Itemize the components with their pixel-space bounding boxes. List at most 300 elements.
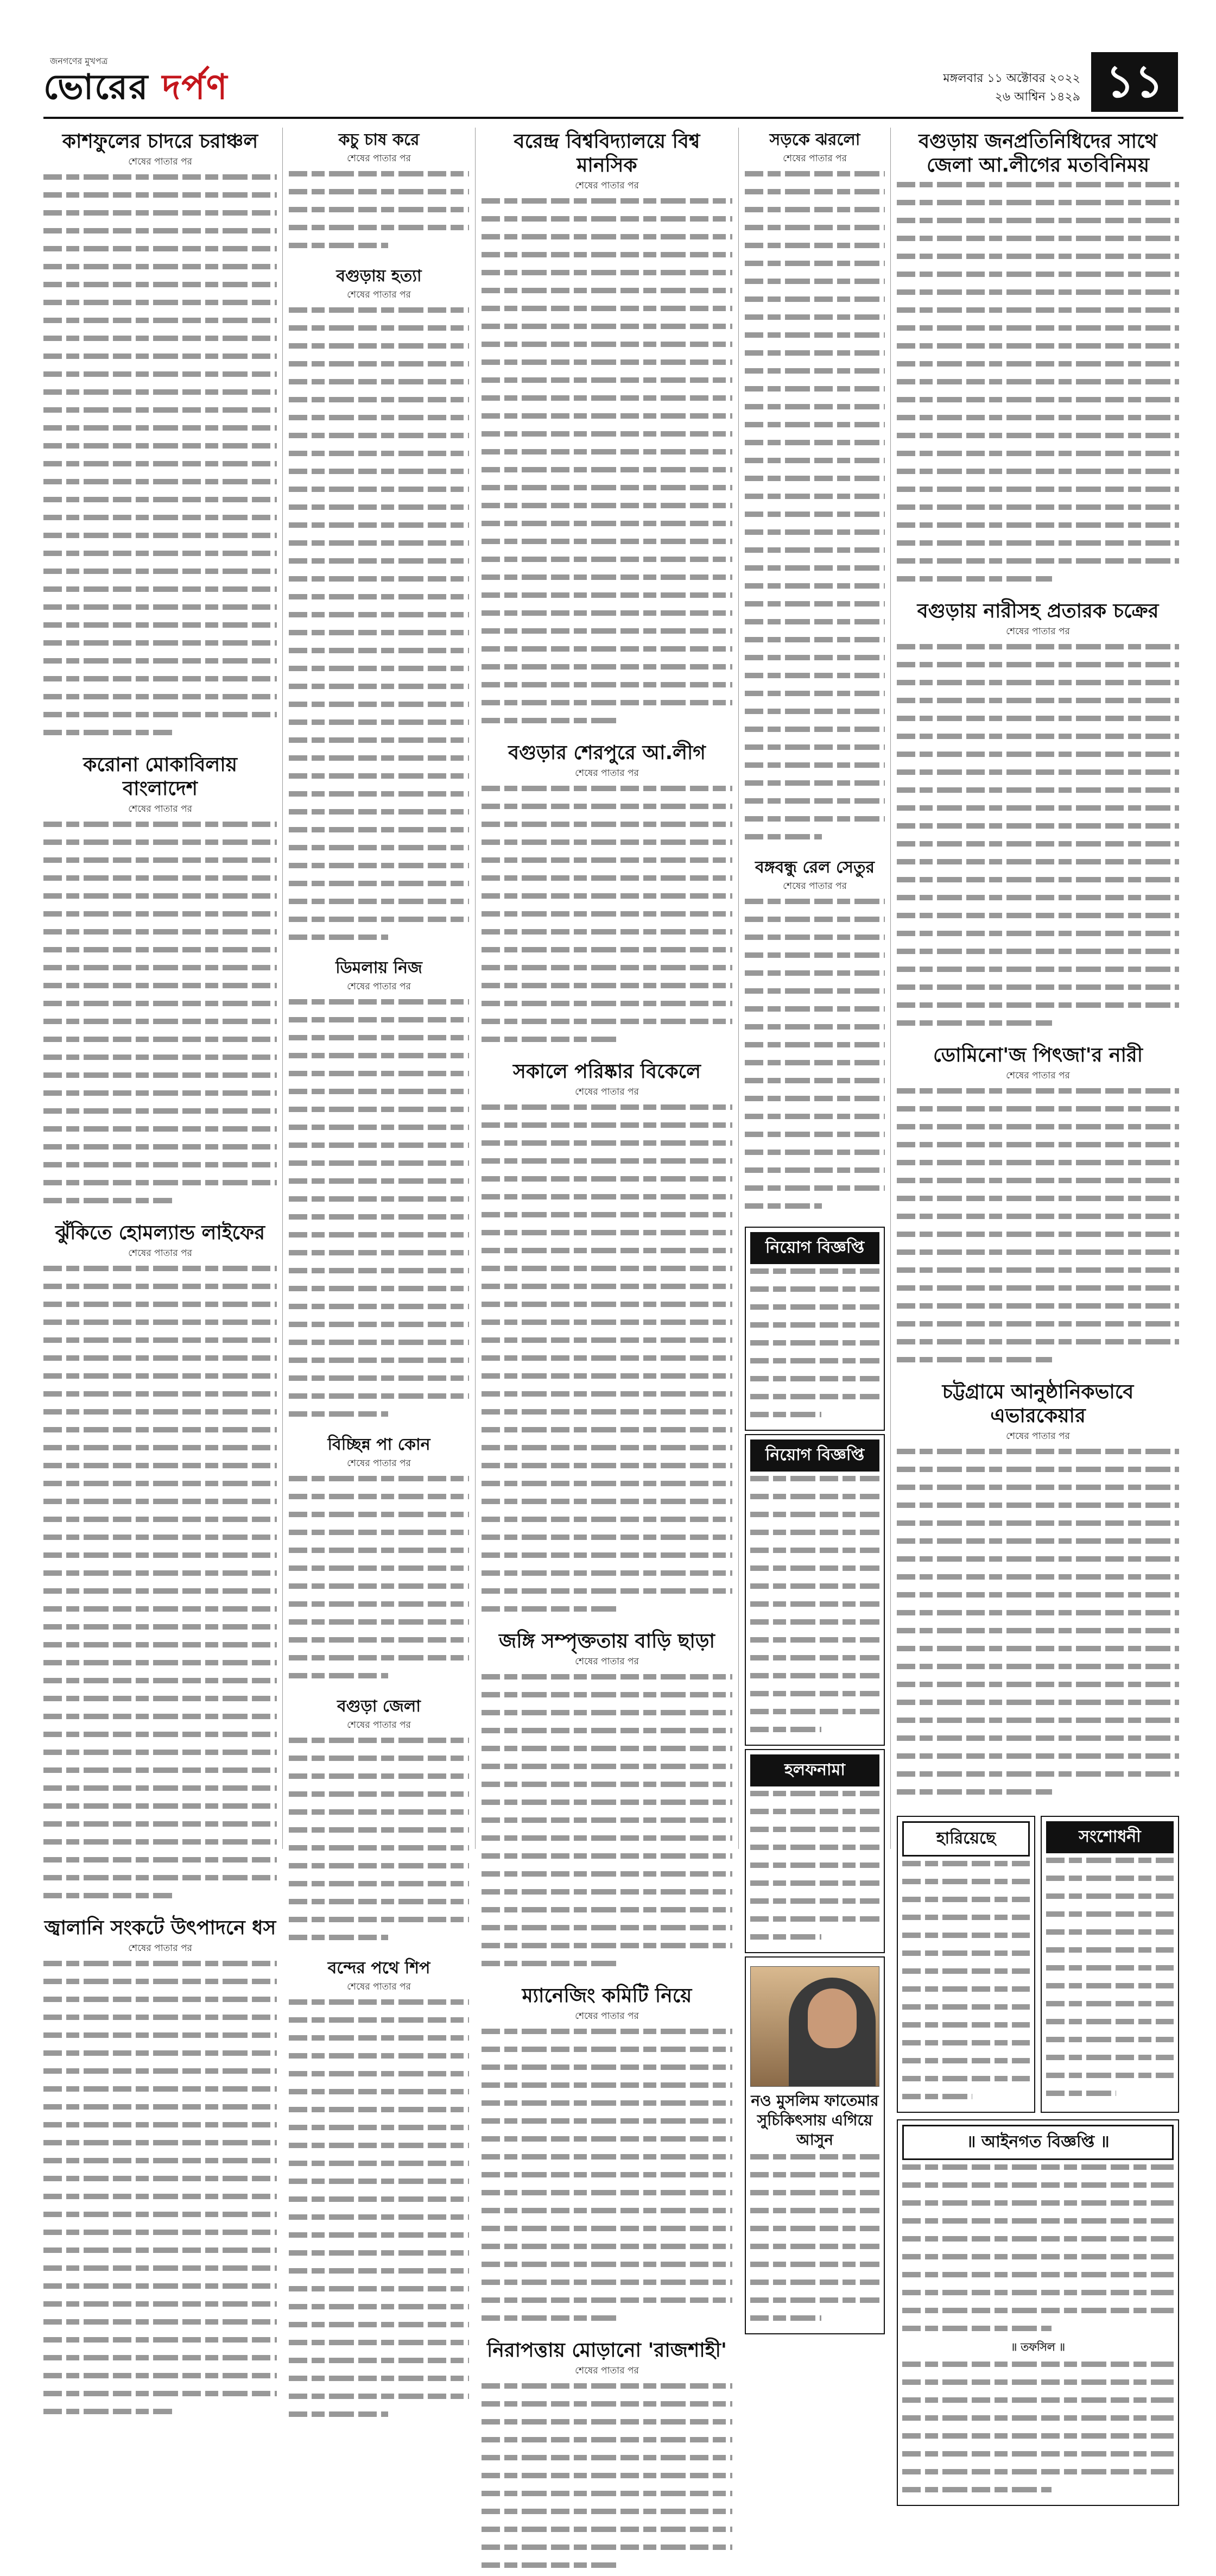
column-rule bbox=[282, 128, 283, 1849]
text-line bbox=[482, 216, 732, 230]
text-line bbox=[482, 252, 732, 266]
article bbox=[897, 1044, 1179, 1371]
text-line bbox=[289, 755, 469, 769]
text-line bbox=[43, 2140, 277, 2154]
column-1 bbox=[43, 128, 277, 1954]
text-line bbox=[289, 2411, 469, 2425]
text-line bbox=[43, 228, 277, 242]
article-body bbox=[289, 1999, 469, 2425]
text-line bbox=[745, 744, 885, 758]
article-headline: বিচ্ছিন্ন পা কোন bbox=[327, 1435, 430, 1454]
article-headline: বগুড়ায় নারীসহ প্রতারক চক্রের bbox=[917, 600, 1159, 622]
text-line bbox=[289, 451, 469, 464]
text-line bbox=[897, 558, 1179, 572]
text-line bbox=[750, 1619, 879, 1633]
text-line bbox=[750, 1880, 879, 1894]
text-line bbox=[43, 2068, 277, 2082]
text-line bbox=[897, 451, 1179, 464]
text-line bbox=[289, 2196, 469, 2210]
text-line bbox=[482, 1889, 732, 1903]
text-line bbox=[897, 931, 1179, 944]
text-line bbox=[745, 1006, 885, 1020]
text-line bbox=[897, 895, 1179, 908]
text-line bbox=[289, 2358, 469, 2371]
text-line bbox=[482, 270, 732, 283]
article-headline: করোনা মোকাবিলায় বাংলাদেশ bbox=[83, 754, 237, 800]
text-line bbox=[897, 1088, 1179, 1102]
text-line bbox=[482, 1391, 732, 1405]
article bbox=[43, 753, 277, 1211]
text-line bbox=[482, 2491, 732, 2504]
text-line bbox=[43, 1875, 277, 1889]
text-line bbox=[897, 1267, 1179, 1281]
text-line bbox=[43, 1624, 277, 1638]
text-line bbox=[482, 2419, 732, 2433]
text-line bbox=[750, 1898, 879, 1912]
text-line bbox=[897, 254, 1179, 267]
text-line bbox=[750, 2315, 879, 2329]
text-line bbox=[482, 2029, 732, 2042]
text-line bbox=[289, 1637, 469, 1651]
text-line bbox=[43, 282, 277, 295]
text-line bbox=[745, 1150, 885, 1163]
continued-label: শেষের পাতার পর bbox=[128, 1943, 192, 1954]
text-line bbox=[482, 2545, 732, 2558]
text-line bbox=[43, 1803, 277, 1817]
legal-notice bbox=[897, 2119, 1179, 2506]
article-headline: সকালে পরিষ্কার বিকেলে bbox=[513, 1060, 701, 1083]
text-line bbox=[289, 1548, 469, 1561]
text-line bbox=[43, 246, 277, 260]
text-line bbox=[750, 2190, 879, 2204]
text-line bbox=[482, 2244, 732, 2257]
text-line bbox=[43, 1785, 277, 1799]
text-line bbox=[289, 433, 469, 446]
text-line bbox=[289, 1476, 469, 1489]
article-body bbox=[897, 1449, 1179, 1803]
text-line bbox=[43, 569, 277, 582]
text-line bbox=[43, 2247, 277, 2261]
text-line bbox=[482, 485, 732, 498]
article-body bbox=[745, 171, 885, 848]
text-line bbox=[482, 1266, 732, 1279]
article-body bbox=[289, 1738, 469, 1948]
text-line bbox=[289, 827, 469, 841]
text-line bbox=[43, 1732, 277, 1745]
text-line bbox=[897, 859, 1179, 873]
text-line bbox=[482, 646, 732, 660]
text-line bbox=[745, 458, 885, 471]
text-line bbox=[482, 822, 732, 835]
text-line bbox=[902, 2415, 1174, 2429]
text-line bbox=[289, 522, 469, 536]
text-line bbox=[745, 565, 885, 579]
text-line bbox=[897, 1321, 1179, 1335]
continued-label: শেষের পাতার পর bbox=[347, 1981, 411, 1992]
text-line bbox=[289, 1125, 469, 1138]
text-line bbox=[482, 2297, 732, 2311]
article-body bbox=[43, 1266, 277, 1906]
article-headline: বন্দের পথে শিপ bbox=[327, 1959, 430, 1978]
text-line bbox=[43, 1284, 277, 1297]
text-line bbox=[43, 1979, 277, 1992]
text-line bbox=[482, 2064, 732, 2078]
text-line bbox=[745, 332, 885, 346]
column-rule bbox=[890, 128, 891, 1849]
text-line bbox=[750, 1673, 879, 1687]
text-line bbox=[897, 1339, 1179, 1353]
text-line bbox=[897, 1753, 1179, 1767]
text-line bbox=[482, 1302, 732, 1315]
article-body bbox=[482, 2383, 732, 2576]
text-line bbox=[43, 947, 277, 961]
text-line bbox=[745, 619, 885, 633]
text-line bbox=[43, 622, 277, 636]
continued-label: শেষের পাতার পর bbox=[347, 981, 411, 992]
continued-label: শেষের পাতার পর bbox=[575, 1656, 639, 1667]
text-line bbox=[897, 841, 1179, 855]
text-line bbox=[897, 984, 1179, 998]
text-line bbox=[289, 1845, 469, 1859]
text-line bbox=[897, 1538, 1179, 1552]
column-5 bbox=[897, 128, 1179, 2353]
text-line bbox=[745, 422, 885, 435]
article-headline: বগুড়া জেলা bbox=[337, 1697, 421, 1716]
text-line bbox=[43, 1857, 277, 1871]
text-line bbox=[482, 2473, 732, 2486]
text-line bbox=[482, 911, 732, 925]
text-line bbox=[43, 2319, 277, 2333]
text-line bbox=[750, 1916, 879, 1930]
continued-label: শেষের পাতার পর bbox=[575, 1087, 639, 1097]
article bbox=[897, 130, 1179, 590]
text-line bbox=[289, 1619, 469, 1633]
text-line bbox=[43, 1499, 277, 1512]
text-line bbox=[902, 2451, 1174, 2465]
text-line bbox=[289, 2322, 469, 2335]
article-body bbox=[482, 198, 732, 731]
text-line bbox=[43, 1481, 277, 1494]
continued-label: শেষের পাতার পর bbox=[1006, 626, 1070, 637]
text-line bbox=[1046, 2091, 1174, 2104]
text-line bbox=[289, 1375, 469, 1389]
text-line bbox=[482, 1194, 732, 1208]
text-line bbox=[43, 1767, 277, 1781]
text-line bbox=[897, 1002, 1179, 1016]
text-line bbox=[289, 487, 469, 500]
text-line bbox=[43, 264, 277, 277]
text-line bbox=[43, 1517, 277, 1530]
text-line bbox=[897, 805, 1179, 819]
schedule-label: ॥ তফসিল ॥ bbox=[1010, 2340, 1065, 2353]
continued-label: শেষের পাতার পর bbox=[347, 1458, 411, 1469]
article-body bbox=[289, 999, 469, 1425]
text-line bbox=[897, 289, 1179, 303]
text-line bbox=[897, 1303, 1179, 1317]
text-line bbox=[750, 1358, 879, 1372]
text-line bbox=[482, 2262, 732, 2275]
text-line bbox=[289, 1178, 469, 1192]
text-line bbox=[745, 350, 885, 364]
text-line bbox=[289, 1565, 469, 1579]
text-line bbox=[43, 1198, 277, 1211]
text-line bbox=[902, 2379, 1174, 2393]
article-body bbox=[43, 822, 277, 1211]
continued-label: শেষের পাতার পর bbox=[128, 156, 192, 167]
text-line bbox=[745, 314, 885, 328]
column-rule bbox=[475, 128, 476, 1849]
text-line bbox=[482, 2118, 732, 2132]
text-line bbox=[289, 702, 469, 715]
text-line bbox=[745, 727, 885, 740]
text-line bbox=[289, 809, 469, 823]
text-line bbox=[745, 637, 885, 651]
text-line bbox=[750, 1583, 879, 1597]
article-headline: জঙ্গি সম্পৃক্ততায় বাড়ি ছাড়া bbox=[499, 1630, 715, 1652]
text-line bbox=[482, 700, 732, 714]
text-line bbox=[482, 1463, 732, 1476]
text-line bbox=[289, 2161, 469, 2174]
text-line bbox=[902, 2290, 1174, 2303]
ad-body bbox=[750, 1268, 879, 1425]
text-line bbox=[902, 2218, 1174, 2232]
text-line bbox=[289, 1017, 469, 1031]
date-bengali: ২৬ আশ্বিন ১৪২৯ bbox=[995, 90, 1080, 104]
text-line bbox=[43, 1337, 277, 1351]
text-line bbox=[750, 1691, 879, 1704]
text-line bbox=[482, 574, 732, 588]
text-line bbox=[897, 1628, 1179, 1641]
text-line bbox=[745, 1114, 885, 1127]
article-headline: ম্যানেজিং কমিটি নিয়ে bbox=[522, 1985, 692, 2007]
text-line bbox=[289, 1917, 469, 1930]
article-headline: নিরাপত্তায় মোড়ানো 'রাজশাহী' bbox=[487, 2339, 727, 2362]
text-line bbox=[289, 2286, 469, 2300]
text-line bbox=[750, 2208, 879, 2221]
text-line bbox=[750, 1304, 879, 1318]
text-line bbox=[289, 1035, 469, 1049]
text-line bbox=[289, 1999, 469, 2013]
text-line bbox=[289, 343, 469, 357]
text-line bbox=[289, 307, 469, 321]
column-2 bbox=[289, 128, 469, 1992]
text-line bbox=[482, 359, 732, 373]
text-line bbox=[745, 476, 885, 489]
text-line bbox=[289, 1393, 469, 1407]
article-headline: বরেন্দ্র বিশ্ববিদ্যালয়ে বিশ্ব মানসিক bbox=[514, 130, 700, 176]
text-line bbox=[482, 682, 732, 696]
text-line bbox=[482, 1158, 732, 1172]
text-line bbox=[482, 539, 732, 552]
text-line bbox=[289, 1089, 469, 1102]
text-line bbox=[43, 2015, 277, 2028]
text-line bbox=[289, 2017, 469, 2031]
text-line bbox=[745, 1042, 885, 1056]
article-body bbox=[745, 899, 885, 1217]
text-line bbox=[482, 198, 732, 212]
text-line bbox=[289, 1214, 469, 1228]
text-line bbox=[43, 2122, 277, 2136]
text-line bbox=[897, 1124, 1179, 1138]
article-headline: চট্টগ্রামে আনুষ্ঠানিকভাবে এভারকেয়ার bbox=[942, 1381, 1134, 1427]
article-headline: বগুড়ায় জনপ্রতিনিধিদের সাথে জেলা আ.লীগের মতবিনিময় bbox=[919, 130, 1157, 176]
text-line bbox=[897, 325, 1179, 339]
text-line bbox=[43, 1821, 277, 1835]
text-line bbox=[43, 1570, 277, 1584]
article bbox=[482, 1630, 732, 1974]
text-line bbox=[897, 1249, 1179, 1263]
text-line bbox=[897, 1520, 1179, 1534]
text-line bbox=[43, 2032, 277, 2046]
text-line bbox=[289, 2268, 469, 2282]
text-line bbox=[897, 200, 1179, 213]
continued-label: শেষের পাতার পর bbox=[575, 2365, 639, 2376]
text-line bbox=[897, 1142, 1179, 1156]
text-line bbox=[902, 2254, 1174, 2268]
article bbox=[482, 1984, 732, 2329]
text-line bbox=[43, 965, 277, 978]
text-line bbox=[43, 640, 277, 654]
article bbox=[745, 130, 885, 848]
text-line bbox=[745, 798, 885, 812]
text-line bbox=[43, 1266, 277, 1279]
text-line bbox=[289, 1250, 469, 1264]
column-4 bbox=[745, 128, 885, 2149]
text-line bbox=[43, 1678, 277, 1691]
text-line bbox=[902, 2362, 1174, 2375]
text-line bbox=[897, 769, 1179, 783]
text-line bbox=[43, 604, 277, 618]
text-line bbox=[289, 899, 469, 912]
text-line bbox=[289, 325, 469, 339]
text-line bbox=[43, 551, 277, 564]
text-line bbox=[289, 469, 469, 482]
text-line bbox=[482, 1248, 732, 1261]
portrait-photo bbox=[750, 1966, 879, 2087]
text-line bbox=[43, 389, 277, 403]
text-line bbox=[902, 2094, 1030, 2107]
text-line bbox=[289, 189, 469, 203]
text-line bbox=[897, 522, 1179, 536]
text-line bbox=[902, 2004, 1030, 2018]
article bbox=[289, 266, 469, 948]
text-line bbox=[43, 1750, 277, 1763]
text-line bbox=[289, 684, 469, 697]
article bbox=[289, 130, 469, 256]
text-line bbox=[897, 877, 1179, 891]
article-headline: জ্বালানি সংকটে উৎপাদনে ধস bbox=[44, 1917, 276, 1939]
column-rule bbox=[738, 128, 739, 1849]
text-line bbox=[1046, 1947, 1174, 1961]
text-line bbox=[1046, 1893, 1174, 1907]
text-line bbox=[482, 2280, 732, 2293]
text-line bbox=[750, 1655, 879, 1669]
text-line bbox=[897, 1178, 1179, 1191]
continued-label: শেষের পাতার পর bbox=[347, 153, 411, 164]
text-line bbox=[289, 648, 469, 661]
text-line bbox=[43, 533, 277, 546]
text-line bbox=[43, 1463, 277, 1476]
continued-label: শেষের পাতার পর bbox=[347, 289, 411, 300]
continued-label: শেষের পাতার পর bbox=[575, 768, 639, 779]
text-line bbox=[897, 662, 1179, 675]
text-line bbox=[897, 823, 1179, 837]
text-line bbox=[482, 2190, 732, 2204]
text-line bbox=[750, 2226, 879, 2239]
text-line bbox=[482, 1943, 732, 1956]
text-line bbox=[897, 967, 1179, 980]
article-body bbox=[43, 174, 277, 743]
text-line bbox=[482, 557, 732, 570]
text-line bbox=[289, 1340, 469, 1353]
text-line bbox=[289, 1791, 469, 1805]
text-line bbox=[745, 494, 885, 507]
text-line bbox=[289, 612, 469, 626]
article bbox=[482, 130, 732, 731]
text-line bbox=[482, 1104, 732, 1118]
text-line bbox=[745, 834, 885, 848]
text-line bbox=[750, 2297, 879, 2311]
text-line bbox=[289, 1530, 469, 1543]
text-line bbox=[482, 377, 732, 391]
text-line bbox=[897, 752, 1179, 765]
text-line bbox=[289, 2304, 469, 2318]
text-line bbox=[897, 1771, 1179, 1785]
text-line bbox=[289, 576, 469, 590]
text-line bbox=[897, 1556, 1179, 1570]
text-line bbox=[750, 1934, 879, 1948]
text-line bbox=[902, 2182, 1174, 2196]
text-line bbox=[43, 2194, 277, 2207]
text-line bbox=[43, 1997, 277, 2010]
text-line bbox=[1046, 2073, 1174, 2086]
text-line bbox=[43, 1588, 277, 1602]
text-line bbox=[289, 1304, 469, 1317]
text-line bbox=[902, 2200, 1174, 2214]
text-line bbox=[745, 816, 885, 830]
text-line bbox=[897, 644, 1179, 658]
text-line bbox=[289, 719, 469, 733]
text-line bbox=[289, 1232, 469, 1246]
text-line bbox=[902, 2397, 1174, 2411]
text-line bbox=[482, 875, 732, 889]
text-line bbox=[482, 2208, 732, 2221]
text-line bbox=[482, 413, 732, 427]
text-line bbox=[289, 1881, 469, 1895]
text-line bbox=[482, 2082, 732, 2096]
text-line bbox=[482, 592, 732, 606]
text-line bbox=[897, 1592, 1179, 1606]
text-line bbox=[750, 1565, 879, 1579]
text-line bbox=[745, 583, 885, 597]
article-headline: সড়কে ঝরলো bbox=[769, 130, 860, 149]
text-line bbox=[43, 1072, 277, 1086]
text-line bbox=[289, 1286, 469, 1299]
text-line bbox=[1046, 2055, 1174, 2068]
continued-label: শেষের পাতার পর bbox=[783, 153, 847, 164]
text-line bbox=[745, 1185, 885, 1199]
text-line bbox=[897, 949, 1179, 962]
text-line bbox=[43, 1839, 277, 1853]
text-line bbox=[43, 479, 277, 493]
text-line bbox=[43, 911, 277, 925]
text-line bbox=[289, 1107, 469, 1120]
text-line bbox=[745, 368, 885, 382]
text-line bbox=[897, 1357, 1179, 1371]
text-line bbox=[745, 673, 885, 686]
text-line bbox=[897, 343, 1179, 357]
text-line bbox=[1046, 2001, 1174, 2015]
